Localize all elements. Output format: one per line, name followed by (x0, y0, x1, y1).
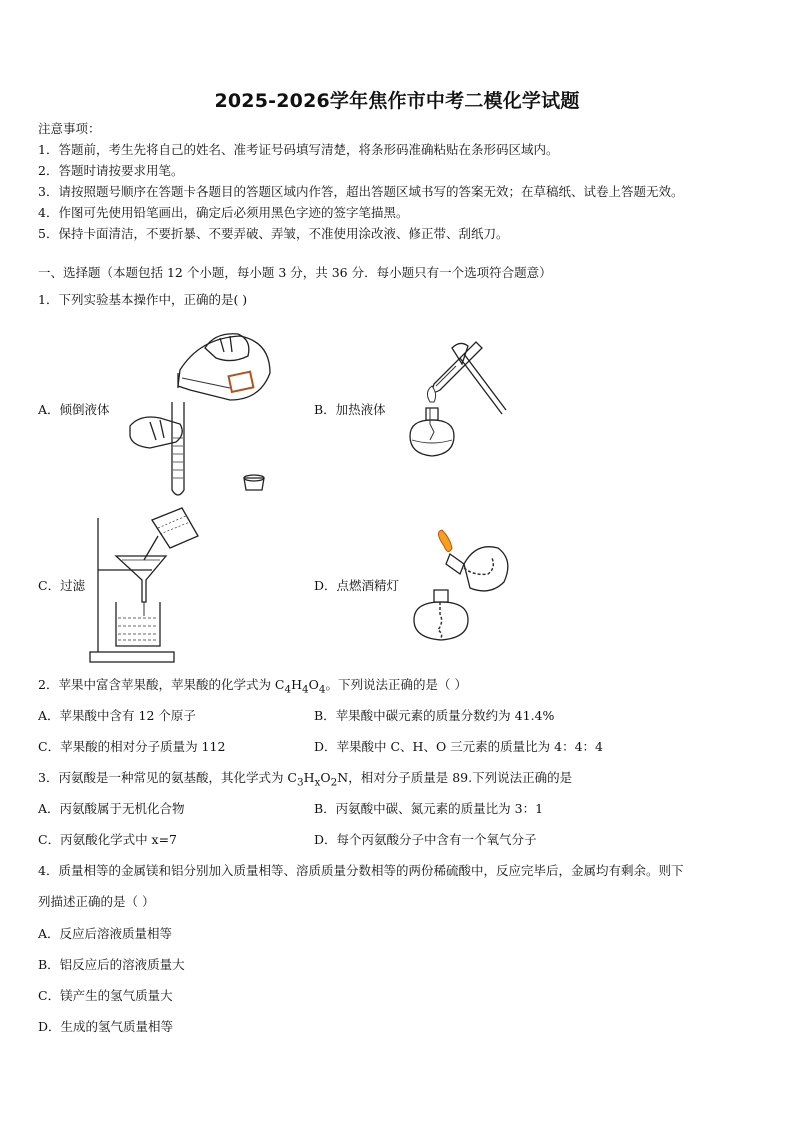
question-4-option-d: D．生成的氢气质量相等 (38, 1019, 174, 1034)
heating-liquid-figure (390, 328, 510, 468)
question-3-option-c: C．丙氨酸化学式中 x=7 (38, 832, 178, 847)
question-4-option-a: A．反应后溶液质量相等 (38, 926, 173, 941)
question-3-option-d: D．每个丙氨酸分子中含有一个氧气分子 (314, 832, 537, 847)
question-1-stem: 1．下列实验基本操作中，正确的是( ) (38, 292, 248, 307)
question-3-stem: 3．丙氨酸是一种常见的氨基酸，其化学式为 $C_3H_xO_2N$，相对分子质量是 89.下列说法正确的是 (38, 770, 573, 789)
notice-heading: 注意事项： (38, 121, 101, 136)
question-1-option-b: B．加热液体 (314, 402, 386, 417)
question-3-option-a: A．丙氨酸属于无机化合物 (38, 801, 185, 816)
question-4-option-b: B．铝反应后的溶液质量大 (38, 957, 185, 972)
section-heading: 一、选择题（本题包括 12 个小题，每小题 3 分，共 36 分．每小题只有一个选项符合题意） (38, 265, 552, 280)
question-2-option-c: C．苹果酸的相对分子质量为 112 (38, 739, 226, 754)
question-3-option-b: B．丙氨酸中碳、氮元素的质量比为 3：1 (314, 801, 544, 816)
notice-item-4: 4．作图可先使用铅笔画出，确定后必须用黑色字迹的签字笔描黑。 (38, 205, 409, 220)
question-2-option-a: A．苹果酸中含有 12 个原子 (38, 708, 196, 723)
question-1-option-c: C．过滤 (38, 578, 86, 593)
page-title: 2025-2026学年焦作市中考二模化学试题 (214, 90, 580, 112)
notice-item-5: 5．保持卡面清洁，不要折暴、不要弄破、弄皱，不准使用涂改液、修正带、刮纸刀。 (38, 226, 509, 241)
notice-item-1: 1．答题前，考生先将自己的姓名、准考证号码填写清楚，将条形码准确粘贴在条形码区域内。 (38, 142, 559, 157)
question-4-stem-line-1: 4．质量相等的金属镁和铝分别加入质量相等、溶质质量分数相等的两份稀硫酸中，反应完毕后，金属均有剩余。则下 (38, 863, 684, 878)
notice-item-2: 2．答题时请按要求用笔。 (38, 163, 184, 178)
pouring-liquid-figure (120, 318, 280, 498)
question-2-stem: 2．苹果中富含苹果酸，苹果酸的化学式为 $C_4H_4O_4$。下列说法正确的是（ ） (38, 677, 468, 696)
filtration-figure (86, 506, 202, 666)
lighting-alcohol-lamp-figure (404, 534, 514, 646)
notice-item-3: 3．请按照题号顺序在答题卡各题目的答题区域内作答，超出答题区域书写的答案无效；在草稿纸、试卷上答题无效。 (38, 184, 684, 199)
question-4-option-c: C．镁产生的氢气质量大 (38, 988, 173, 1003)
question-2-option-b: B．苹果酸中碳元素的质量分数约为 41.4% (314, 708, 555, 723)
question-2-option-d: D．苹果酸中 C、H、O 三元素的质量比为 4：4：4 (314, 739, 604, 754)
question-1-option-d: D．点燃酒精灯 (314, 578, 400, 593)
question-1-option-a: A．倾倒液体 (38, 402, 110, 417)
question-4-stem-line-2: 列描述正确的是（ ） (38, 894, 155, 909)
